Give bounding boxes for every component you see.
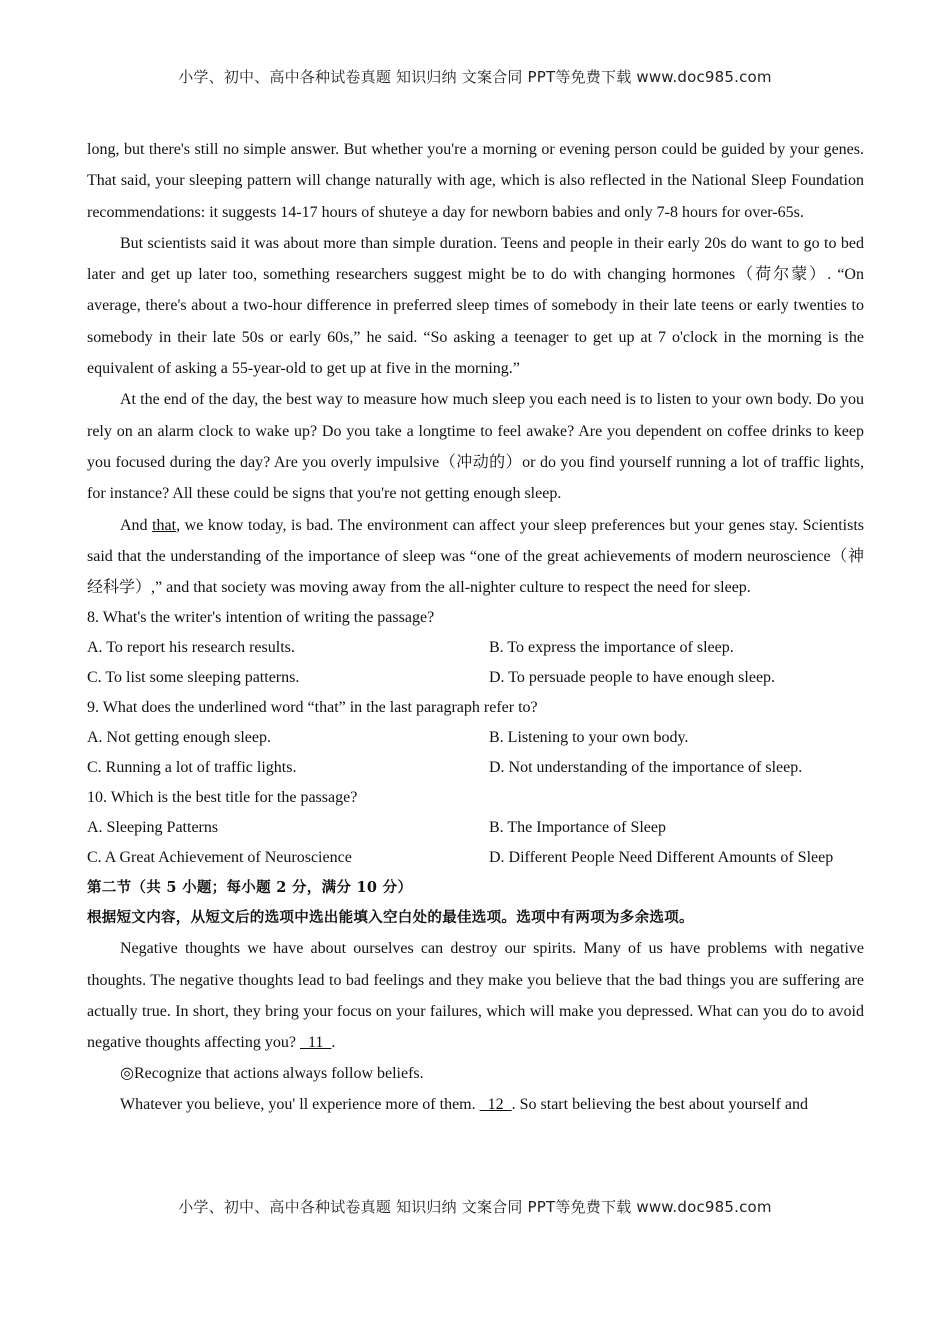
- blank-12: 12: [479, 1095, 512, 1113]
- page-content: [87, 134, 864, 1120]
- passage-paragraph-3: At the end of the day, the best way to measure how much sleep you each need is to listen to your own body. Do you rely on an alarm clock to wake up? Do you take a longtime to feel awake? Are you dependent on coffee drinks to keep you focused during the day? Are you overly impulsive（冲动的）or do you find yourself running a lot of traffic lights, for instance? All these could be signs that you're not getting enough sleep.: [87, 391, 864, 503]
- option-d: D. To persuade people to have enough sleep.: [489, 669, 776, 687]
- option-b: B. Listening to your own body.: [489, 729, 689, 747]
- question-stem: 9. What does the underlined word “that” in the last paragraph refer to?: [87, 699, 538, 717]
- option-a: A. Sleeping Patterns: [87, 819, 219, 837]
- option-b: B. The Importance of Sleep: [489, 819, 666, 837]
- section2-paragraph-2: [87, 1089, 864, 1120]
- section-title: 第二节（共 5 小题；每小题 2 分，满分 10 分）: [87, 879, 413, 897]
- s2p1-end: .: [331, 1034, 336, 1052]
- section-instruction: 根据短文内容，从短文后的选项中选出能填入空白处的最佳选项。选项中有两项为多余选项。: [87, 909, 694, 927]
- s2p2-text: Whatever you believe, you' ll experience more of them.: [120, 1095, 480, 1113]
- option-b: B. To express the importance of sleep.: [489, 639, 734, 657]
- section2-paragraph-1: [87, 933, 864, 1058]
- question-stem: 8. What's the writer's intention of writing the passage?: [87, 609, 435, 627]
- option-a: A. To report his research results.: [87, 639, 295, 657]
- option-c: C. A Great Achievement of Neuroscience: [87, 849, 352, 867]
- s2p1-text: Negative thoughts we have about ourselves can destroy our spirits. Many of us have problems with negative thoughts. The negative thoughts lead to bad feelings and they make you believe that the bad things you are suffering are actually true. In short, they bring your focus on your failures, which will make you depressed. What can you do to avoid negative thoughts affecting you?: [87, 940, 864, 1052]
- page-footer: 小学、初中、高中各种试卷真题 知识归纳 文案合同 PPT等免费下载 www.doc985.com: [178, 1198, 772, 1216]
- option-c: C. Running a lot of traffic lights.: [87, 759, 297, 777]
- question-9: [87, 693, 864, 783]
- passage-paragraph-4: [87, 510, 864, 604]
- question-stem: 10. Which is the best title for the passage?: [87, 789, 358, 807]
- underlined-word-that: that: [152, 516, 177, 534]
- p4-rest: , we know today, is bad. The environment can affect your sleep preferences but your genes stay. Scientists said that the understanding of the importance of sleep was “one of the great achievements of modern neuroscience（神经科学）,” and that society was moving away from the all-nighter culture to respect the need for sleep.: [87, 516, 864, 597]
- option-c: C. To list some sleeping patterns.: [87, 669, 300, 687]
- passage-paragraph-1: long, but there's still no simple answer. But whether you're a morning or evening person could be guided by your genes. That said, your sleeping pattern will change naturally with age, which is also reflected in the National Sleep Foundation recommendations: it suggests 14-17 hours of shuteye a day for newborn babies and only 7-8 hours for over-65s.: [87, 141, 864, 221]
- section2-heading: ◎Recognize that actions always follow beliefs.: [120, 1064, 424, 1082]
- p4-start: And: [120, 516, 153, 534]
- page-header: 小学、初中、高中各种试卷真题 知识归纳 文案合同 PPT等免费下载 www.doc985.com: [178, 68, 772, 86]
- s2p2-end: . So start believing the best about yourself and: [511, 1095, 809, 1113]
- question-10: [87, 783, 864, 873]
- option-d: D. Not understanding of the importance of sleep.: [489, 759, 803, 777]
- passage-paragraph-2: But scientists said it was about more than simple duration. Teens and people in their early 20s do want to go to bed later and get up later too, something researchers suggest might be to do with changing hormones（荷尔蒙）. “On average, there's about a two-hour difference in preferred sleep times of somebody in their late teens or early twenties to somebody in their late 50s or early 60s,” he said. “So asking a teenager to get up at 7 o'clock in the morning is the equivalent of asking a 55-year-old to get up at five in the morning.”: [87, 234, 864, 378]
- option-d: D. Different People Need Different Amounts of Sleep: [489, 849, 834, 867]
- blank-11: 11: [299, 1034, 332, 1052]
- question-8: [87, 603, 864, 693]
- option-a: A. Not getting enough sleep.: [87, 729, 271, 747]
